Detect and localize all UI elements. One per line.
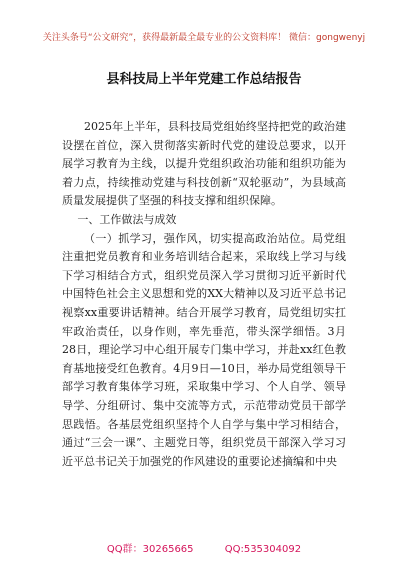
footer-qq-number: QQ:535304092	[224, 544, 302, 555]
footer-contact	[0, 540, 408, 555]
section-heading: 一、工作做法与成效	[77, 212, 177, 226]
paragraph-intro: 2025年上半年，县科技局党组始终坚持把党的政治建设摆在首位，深入贯彻落实新时代党的建设总要求，以开展学习教育为主线，以提升党组织政治功能和组织功能为着力点，持续推动党建与科技创新“双轮驱动”，为县域高质量发展提供了坚强的科技支撑和组织保障。	[62, 120, 346, 208]
header-banner: 关注头条号“公文研究”，获得最新最全最专业的公文资料库！ 微信：gongwenyj	[42, 33, 366, 43]
paragraph-study: （一）抓学习，强作风，切实提高政治站位。局党组注重把党员教育和业务培训结合起来，采取线上学习与线下学习相结合方式，组织党员深入学习贯彻习近平新时代中国特色社会主义思想和党的XX大精神以及习近平总书记视察xx重要讲话精神。结合开展学习教育，局党组切实扛牢政治责任，以身作则，率先垂范，带头深学细悟。3月28日，理论学习中心组开展专门集中学习，并赴xx红色教育基地接受红色教育。4月9日—10日，举办局党组领导干部学习教育集体学习班，采取集中学习、个人自学、领导导学、分组研讨、集中交流等方式，示范带动党员干部学思践悟。各基层党组织坚持个人自学与集中学习相结合，通过“三会一课”、主题党日等，组织党员干部深入学习习近平总书记关于加强党的作风建设的重要论述摘编和中央	[62, 231, 346, 468]
footer-qq-group: QQ群：30265665	[106, 544, 194, 555]
document-body	[62, 118, 346, 471]
document-title: 县科技局上半年党建工作总结报告	[106, 72, 302, 87]
